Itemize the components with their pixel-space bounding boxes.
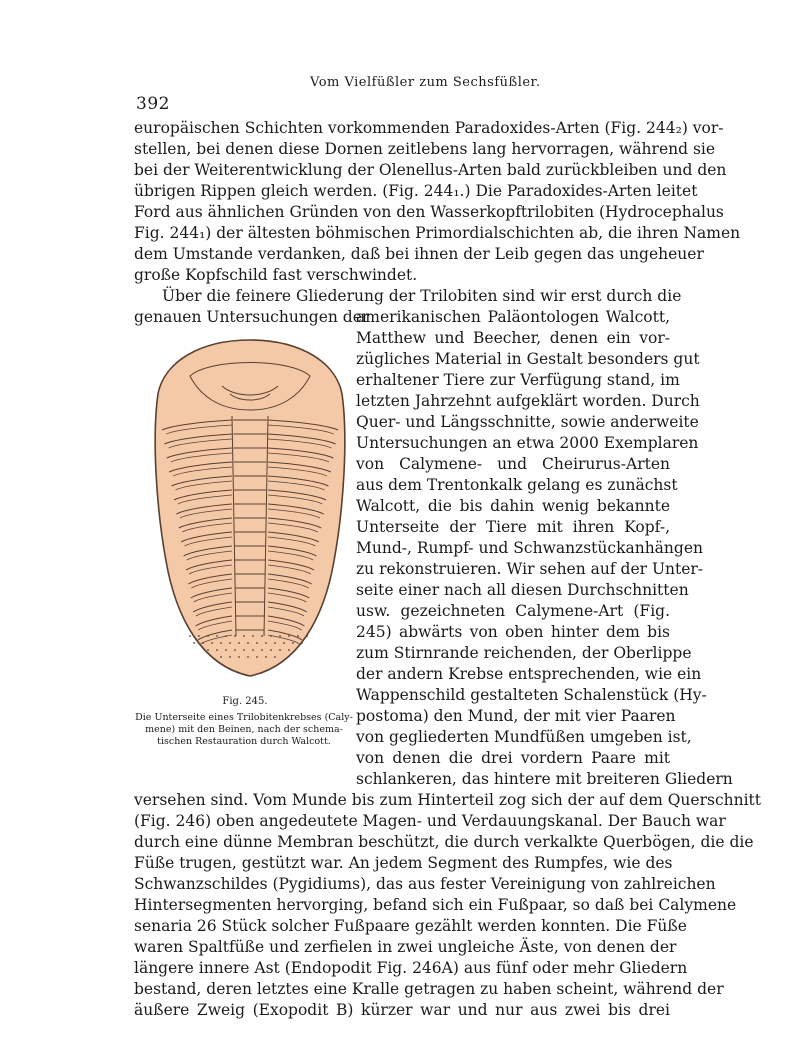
text-line: bestand, deren letztes eine Kralle getragen zu haben scheint, während der xyxy=(134,980,724,998)
text-line: von denen die drei vordern Paare mit xyxy=(356,749,670,767)
pygidium-dot xyxy=(252,649,254,651)
figure-caption-line: Die Unterseite eines Trilobitenkrebses (Caly- xyxy=(135,712,353,723)
text-line: Fig. 244₁) der ältesten böhmischen Primordialschichten ab, die ihren Namen xyxy=(134,224,741,242)
pygidium-dot xyxy=(292,642,294,644)
text-line: genauen Untersuchungen der xyxy=(134,308,370,326)
text-line: übrigen Rippen gleich werden. (Fig. 244₁.) Die Paradoxides-Arten leitet xyxy=(134,182,698,200)
text-line: dem Umstande verdanken, daß bei ihnen der Leib gegen das ungeheuer xyxy=(134,245,704,263)
pygidium-dot xyxy=(202,642,204,644)
pygidium-dot xyxy=(220,656,222,658)
pygidium-dot xyxy=(216,649,218,651)
pygidium-dot xyxy=(301,642,303,644)
pygidium-dot xyxy=(243,649,245,651)
pygidium-dot xyxy=(256,642,258,644)
text-line: Hintersegmenten hervorging, befand sich ein Fußpaar, so daß bei Calymene xyxy=(134,896,737,914)
text-line: versehen sind. Vom Munde bis zum Hinterteil zog sich der auf dem Querschnitt xyxy=(134,791,762,809)
figure-label: Fig. 245. xyxy=(222,696,268,707)
pygidium-dot xyxy=(225,635,227,637)
text-line: zügliches Material in Gestalt besonders gut xyxy=(356,350,700,368)
text-line: Füße trugen, gestützt war. An jedem Segment des Rumpfes, wie des xyxy=(134,854,673,872)
text-line: (Fig. 246) oben angedeutete Magen- und Verdauungskanal. Der Bauch war xyxy=(134,812,726,830)
pygidium-dot xyxy=(274,656,276,658)
pygidium-dot xyxy=(274,642,276,644)
pygidium-dot xyxy=(238,656,240,658)
text-line: Über die feinere Gliederung der Trilobiten sind wir erst durch die xyxy=(162,287,682,305)
pygidium-dot xyxy=(256,656,258,658)
pygidium-dot xyxy=(252,635,254,637)
text-line: stellen, bei denen diese Dornen zeitlebens lang hervorragen, während sie xyxy=(134,140,716,158)
text-line: aus dem Trentonkalk gelang es zunächst xyxy=(356,476,678,494)
pygidium-dot xyxy=(207,649,209,651)
text-line: Walcott, die bis dahin wenig bekannte xyxy=(356,497,670,515)
text-line: senaria 26 Stück solcher Fußpaare gezählt werden konnten. Die Füße xyxy=(134,917,687,935)
trilobite-body xyxy=(155,340,345,676)
pygidium-dot xyxy=(216,635,218,637)
pygidium-dot xyxy=(270,635,272,637)
pygidium-dot xyxy=(265,656,267,658)
text-line: Quer- und Längsschnitte, sowie anderweite xyxy=(356,413,699,431)
text-line: 245) abwärts von oben hinter dem bis xyxy=(356,623,670,641)
text-line: amerikanischen Paläontologen Walcott, xyxy=(356,308,670,326)
text-line: europäischen Schichten vorkommenden Paradoxides-Arten (Fig. 244₂) vor- xyxy=(134,119,724,137)
pygidium-dot xyxy=(211,642,213,644)
text-line: äußere Zweig (Exopodit B) kürzer war und nur aus zwei bis drei xyxy=(134,1001,670,1019)
text-line: Untersuchungen an etwa 2000 Exemplaren xyxy=(356,434,699,452)
text-line: von Calymene- und Cheirurus-Arten xyxy=(356,455,670,473)
text-line: zum Stirnrande reichenden, der Oberlippe xyxy=(356,644,692,662)
pygidium-dot xyxy=(288,649,290,651)
pygidium-dot xyxy=(234,635,236,637)
text-line: von gegliederten Mundfüßen umgeben ist, xyxy=(356,728,692,746)
trilobite-figure xyxy=(150,336,350,682)
running-head: Vom Vielfüßler zum Sechsfüßler. xyxy=(310,75,541,90)
pygidium-dot xyxy=(247,642,249,644)
pygidium-dot xyxy=(234,649,236,651)
text-line: postoma) den Mund, der mit vier Paaren xyxy=(356,707,676,725)
page-number: 392 xyxy=(136,94,170,114)
text-line: durch eine dünne Membran beschützt, die durch verkalkte Querbögen, die die xyxy=(134,833,754,851)
text-line: waren Spaltfüße und zerfielen in zwei ungleiche Äste, von denen der xyxy=(134,938,677,956)
pygidium-dot xyxy=(189,635,191,637)
pygidium-dot xyxy=(270,649,272,651)
pygidium-dot xyxy=(198,635,200,637)
pygidium-dot xyxy=(279,635,281,637)
text-line: zu rekonstruieren. Wir sehen auf der Unter- xyxy=(356,560,704,578)
pygidium-dot xyxy=(297,635,299,637)
pygidium-dot xyxy=(193,642,195,644)
pygidium-dot xyxy=(243,635,245,637)
text-line: letzten Jahrzehnt aufgeklärt worden. Durch xyxy=(356,392,700,410)
pygidium-dot xyxy=(229,642,231,644)
pygidium-dot xyxy=(247,656,249,658)
trilobite-illustration xyxy=(150,336,350,682)
pygidium-dot xyxy=(261,649,263,651)
pygidium-dot xyxy=(238,642,240,644)
pygidium-dot xyxy=(207,635,209,637)
text-line: Wappenschild gestalteten Schalenstück (Hy- xyxy=(356,686,707,704)
text-line: erhaltener Tiere zur Verfügung stand, im xyxy=(356,371,680,389)
text-line: schlankeren, das hintere mit breiteren Gliedern xyxy=(356,770,733,788)
pygidium-dot xyxy=(225,649,227,651)
pygidium-dot xyxy=(306,635,308,637)
text-line: seite einer nach all diesen Durchschnitten xyxy=(356,581,689,599)
pygidium-dot xyxy=(265,642,267,644)
text-line: Mund-, Rumpf- und Schwanzstückanhängen xyxy=(356,539,703,557)
text-line: usw. gezeichneten Calymene-Art (Fig. xyxy=(356,602,670,620)
text-line: bei der Weiterentwicklung der Olenellus-Arten bald zurückbleiben und den xyxy=(134,161,727,179)
text-line: große Kopfschild fast verschwindet. xyxy=(134,266,418,284)
pygidium-dot xyxy=(279,649,281,651)
figure-caption xyxy=(128,712,360,748)
pygidium-dot xyxy=(261,635,263,637)
pygidium-dot xyxy=(283,642,285,644)
figure-caption-line: mene) mit den Beinen, nach der schema- xyxy=(145,724,343,735)
text-line: längere innere Ast (Endopodit Fig. 246A) aus fünf oder mehr Gliedern xyxy=(134,959,688,977)
text-line: Schwanzschildes (Pygidiums), das aus fester Vereinigung von zahlreichen xyxy=(134,875,716,893)
text-line: Unterseite der Tiere mit ihren Kopf-, xyxy=(356,518,670,536)
figure-caption-line: tischen Restauration durch Walcott. xyxy=(157,736,331,747)
text-line: Matthew und Beecher, denen ein vor- xyxy=(356,329,670,347)
text-line: der andern Krebse entsprechenden, wie ein xyxy=(356,665,702,683)
text-line: Ford aus ähnlichen Gründen von den Wasserkopftrilobiten (Hydrocephalus xyxy=(134,203,724,221)
pygidium-dot xyxy=(288,635,290,637)
pygidium-dot xyxy=(220,642,222,644)
pygidium-dot xyxy=(229,656,231,658)
